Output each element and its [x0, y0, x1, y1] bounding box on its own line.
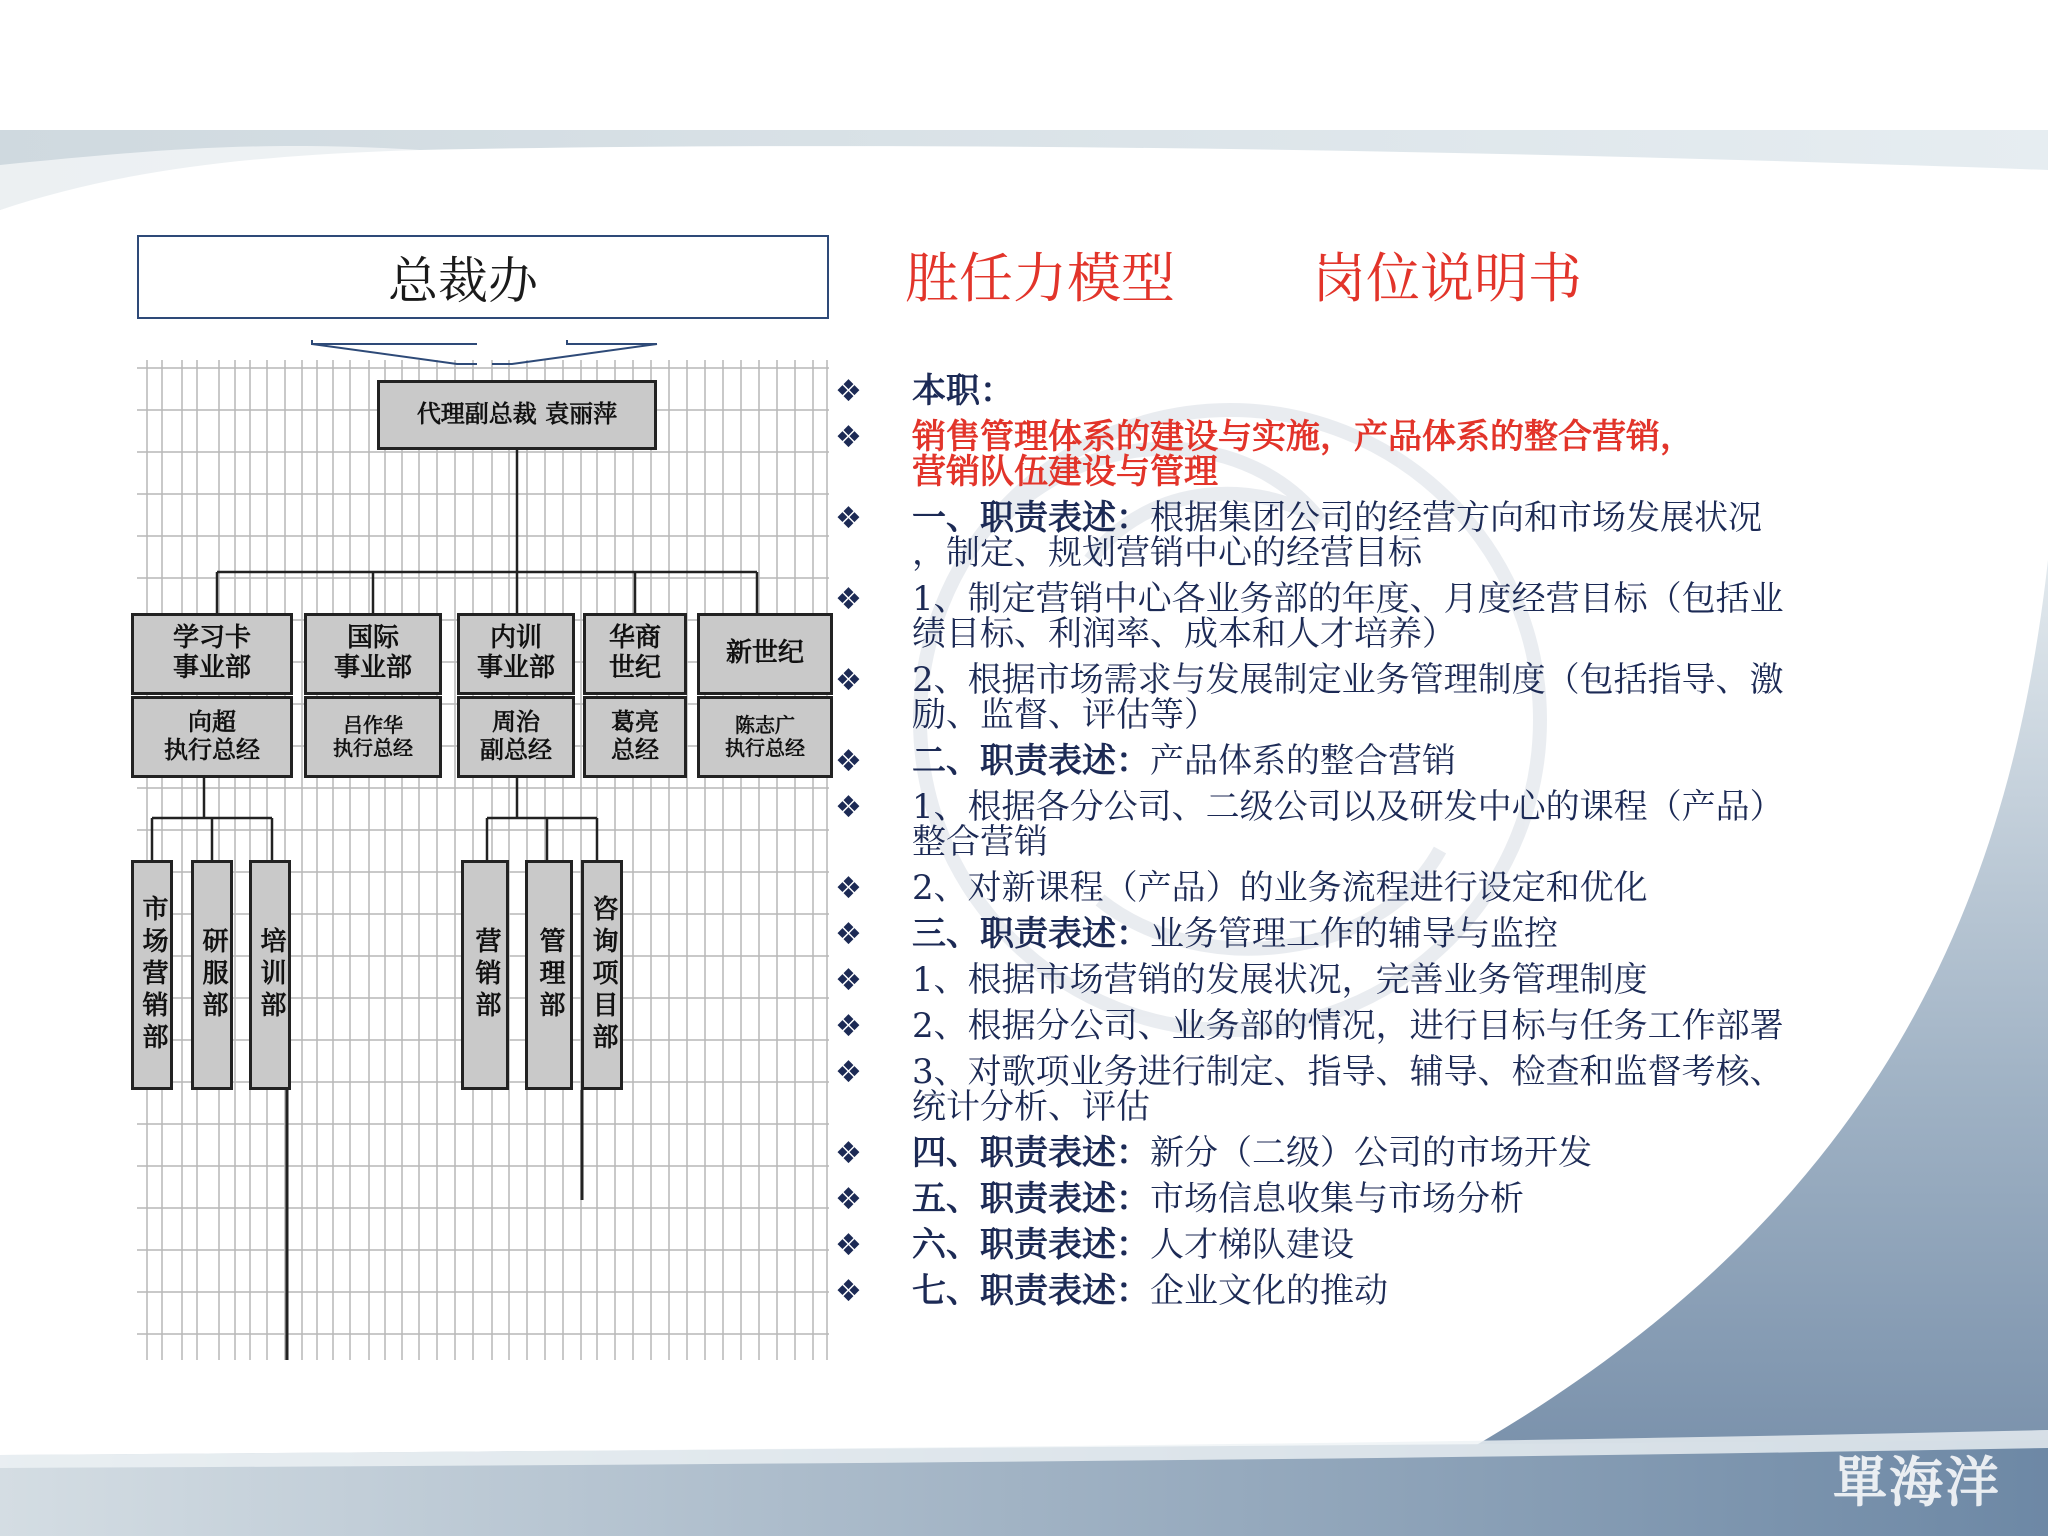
duty-text: 1、根据各分公司、二级公司以及研发中心的课程（产品） [912, 787, 1784, 827]
org-head-box [131, 696, 293, 778]
duty-item [832, 741, 1972, 781]
duty-item [832, 868, 1972, 908]
org-sub-box [581, 860, 623, 1090]
duty-text-continued: 整合营销 [912, 822, 1048, 862]
duty-text: 产品体系的整合营销 [1150, 741, 1456, 781]
org-sub-label: 管理部 [534, 927, 565, 1023]
diamond-bullet-icon: ❖ [835, 1228, 862, 1263]
org-dept-label: 国际 事业部 [333, 623, 412, 683]
diamond-bullet-icon: ❖ [835, 963, 862, 998]
duty-text: 2、对新课程（产品）的业务流程进行设定和优化 [912, 868, 1648, 908]
org-head-box [697, 696, 833, 778]
duty-item [832, 914, 1972, 954]
org-head-label: 周治 副总经 [480, 708, 552, 764]
duty-item [832, 960, 1972, 1000]
duty-item [832, 371, 1972, 411]
author-watermark: 單海洋 [1833, 1451, 2001, 1514]
duty-heading: 一、职责表述： [912, 498, 1150, 538]
duty-item [832, 579, 1972, 654]
duty-item [832, 1133, 1972, 1173]
duty-heading: 六、职责表述： [912, 1225, 1150, 1265]
org-dept-box [131, 613, 293, 695]
org-top-box [377, 380, 657, 450]
diamond-bullet-icon: ❖ [835, 917, 862, 952]
org-dept-label: 新世纪 [725, 638, 804, 669]
duty-item [832, 1225, 1972, 1265]
duty-item [832, 417, 1972, 492]
title-competency-model: 胜任力模型 [905, 247, 1175, 310]
diamond-bullet-icon: ❖ [835, 1055, 862, 1090]
org-head-label: 吕作华 执行总经 [333, 713, 413, 760]
duty-text: 2、根据分公司、业务部的情况，进行目标与任务工作部署 [912, 1006, 1784, 1046]
org-head-label: 陈志广 执行总经 [725, 713, 805, 760]
duty-item [832, 660, 1972, 735]
diamond-bullet-icon: ❖ [835, 501, 862, 536]
org-head-label: 葛亮 总经 [611, 708, 659, 764]
duty-text-continued: 励、监督、评估等） [912, 695, 1218, 735]
diamond-bullet-icon: ❖ [835, 582, 862, 617]
org-top-label: 代理副总裁 袁丽萍 [416, 400, 618, 429]
diamond-bullet-icon: ❖ [835, 1009, 862, 1044]
org-chart-grid [137, 320, 829, 1365]
org-dept-box [583, 613, 687, 695]
org-sub-label: 市场营销部 [137, 895, 168, 1055]
duty-text: 3、对歌项业务进行制定、指导、辅导、检查和监督考核、 [912, 1052, 1784, 1092]
diamond-bullet-icon: ❖ [835, 1136, 862, 1171]
job-duties-list [832, 371, 1972, 1320]
org-head-box [583, 696, 687, 778]
org-head-box [304, 696, 442, 778]
org-sub-label: 营销部 [470, 927, 501, 1023]
duty-text: 企业文化的推动 [1150, 1271, 1388, 1311]
duty-text: 销售管理体系的建设与实施，产品体系的整合营销， [912, 417, 1694, 457]
diamond-bullet-icon: ❖ [835, 1274, 862, 1309]
duty-text-continued: 营销队伍建设与管理 [912, 452, 1218, 492]
duty-text: 新分（二级）公司的市场开发 [1150, 1133, 1592, 1173]
duty-item [832, 1271, 1972, 1311]
duty-text-continued: 绩目标、利润率、成本和人才培养） [912, 614, 1456, 654]
diamond-bullet-icon: ❖ [835, 790, 862, 825]
org-dept-label: 华商 世纪 [608, 623, 661, 683]
duty-text: 业务管理工作的辅导与监控 [1150, 914, 1558, 954]
diamond-bullet-icon: ❖ [835, 871, 862, 906]
duty-text: 市场信息收集与市场分析 [1150, 1179, 1524, 1219]
duty-heading: 三、职责表述： [912, 914, 1150, 954]
diamond-bullet-icon: ❖ [835, 420, 862, 455]
duty-text-continued: ，制定、规划营销中心的经营目标 [912, 533, 1422, 573]
duty-text: 人才梯队建设 [1150, 1225, 1354, 1265]
duty-text: 2、根据市场需求与发展制定业务管理制度（包括指导、激 [912, 660, 1784, 700]
duty-heading: 二、职责表述： [912, 741, 1150, 781]
org-sub-label: 研服部 [197, 927, 228, 1023]
title-job-description: 岗位说明书 [1312, 247, 1582, 310]
org-dept-box [457, 613, 575, 695]
org-sub-box [249, 860, 291, 1090]
org-chart [137, 320, 829, 1365]
org-sub-box [461, 860, 509, 1090]
diamond-bullet-icon: ❖ [835, 374, 862, 409]
duty-text: 根据集团公司的经营方向和市场发展状况 [1150, 498, 1762, 538]
duty-item [832, 1006, 1972, 1046]
header-box [137, 235, 829, 319]
duty-item [832, 1052, 1972, 1127]
duty-item [832, 787, 1972, 862]
org-dept-box [697, 613, 833, 695]
org-sub-box [131, 860, 173, 1090]
org-head-label: 向超 执行总经 [164, 708, 260, 764]
duty-item [832, 498, 1972, 573]
header-box-label: 总裁办 [388, 252, 538, 310]
org-dept-label: 内训 事业部 [476, 623, 555, 683]
duty-heading: 四、职责表述： [912, 1133, 1150, 1173]
duty-heading: 本职： [912, 371, 1014, 411]
diamond-bullet-icon: ❖ [835, 1182, 862, 1217]
org-sub-label: 咨询项目部 [587, 895, 618, 1055]
org-dept-label: 学习卡 事业部 [172, 623, 251, 683]
duty-heading: 五、职责表述： [912, 1179, 1150, 1219]
org-sub-box [525, 860, 573, 1090]
org-dept-box [304, 613, 442, 695]
duty-text: 1、根据市场营销的发展状况，完善业务管理制度 [912, 960, 1648, 1000]
duty-text-continued: 统计分析、评估 [912, 1087, 1150, 1127]
org-head-box [457, 696, 575, 778]
duty-text: 1、制定营销中心各业务部的年度、月度经营目标（包括业 [912, 579, 1784, 619]
diamond-bullet-icon: ❖ [835, 663, 862, 698]
org-sub-label: 培训部 [255, 927, 286, 1023]
duty-item [832, 1179, 1972, 1219]
org-sub-box [191, 860, 233, 1090]
diamond-bullet-icon: ❖ [835, 744, 862, 779]
duty-heading: 七、职责表述： [912, 1271, 1150, 1311]
